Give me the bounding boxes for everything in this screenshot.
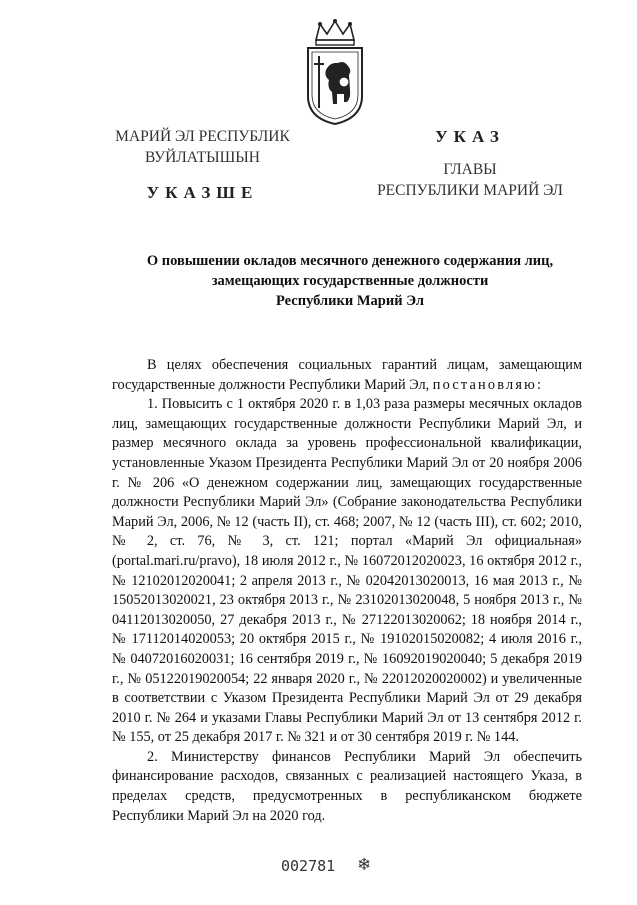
header-left-block (100, 126, 305, 203)
item-2-paragraph: 2. Министерству финансов Республики Марий Эл обеспечить финансирование расходов, связанных с реализацией настоящего Указа, в пределах средств, предусмотренных в республиканском бюджете Республики Марий Эл на 2020 год. (112, 748, 582, 824)
header-left-label: УКАЗШЕ (146, 183, 259, 202)
header-right-line2: РЕСПУБЛИКИ МАРИЙ ЭЛ (377, 182, 563, 199)
coat-of-arms-emblem (302, 18, 368, 126)
title-line3: Республики Марий Эл (276, 293, 424, 309)
snowflake-mark-icon: ❄ (357, 855, 372, 874)
document-body (112, 356, 582, 826)
intro-text: В целях обеспечения социальных гарантий лицам, замещающим государственные должности Республики Марий Эл, (112, 357, 582, 393)
title-line2: замещающих государственные должности (211, 273, 489, 289)
intro-paragraph (112, 356, 582, 395)
header-right-label: УКАЗ (435, 127, 505, 146)
document-title (100, 251, 600, 311)
title-line1: О повышении окладов месячного денежного содержания лиц, (146, 253, 554, 269)
item-1-paragraph: 1. Повысить с 1 октября 2020 г. в 1,03 раза размеры месячных окладов лиц, замещающих государственные должности Республики Марий Эл, и размер месячного оклада за уровень профессиональной квалификации, установленные Указом Президента Республики Марий Эл от 20 ноября 2006 г. № 206 «О денежном содержании лиц, замещающих государственные должности Республики Марий Эл» (Собрание законодательства Республики Марий Эл, 2006, № 12 (часть II), ст. 468; 2007, № 12 (часть III), ст. 602; 2010, № 2, ст. 76, № 3, ст. 121; портал «Марий Эл официальная» (portal.mari.ru/pravo), 18 июля 2012 г., № 16072012020023, 16 октября 2012 г., № 12102012020041; 2 апреля 2013 г., № 02042013020013, 16 мая 2013 г., № 15052013020021, 23 октября 2013 г., № 23102013020048, 5 ноября 2013 г., № 04112013020050, 27 декабря 2013 г., № 27122013020062; 18 ноября 2014 г., № 17112014020053; 20 октября 2015 г., № 19102015020082; 4 июля 2016 г., № 04072016020031; 16 сентября 2019 г., № 16092019020040; 5 декабря 2019 г., № 05122019020054; 22 января 2020 г., № 22012020020002) и увеличенные в соответствии с Указом Президента Республики Марий Эл от 29 декабря 2010 г. № 264 и указами Главы Республики Марий Эл от 13 сентября 2012 г. № 155, от 25 декабря 2017 г. № 321 и от 30 сентября 2019 г. № 144. (112, 396, 582, 746)
intro-verb: постановляю: (432, 376, 544, 393)
header-right-block (360, 126, 580, 201)
header-left-line2: ВУЙЛАТЫШЫН (145, 149, 260, 166)
header-left-line1: МАРИЙ ЭЛ РЕСПУБЛИК (115, 128, 290, 145)
serial-number: 002781 (281, 857, 336, 875)
header-right-line1: ГЛАВЫ (443, 161, 497, 178)
